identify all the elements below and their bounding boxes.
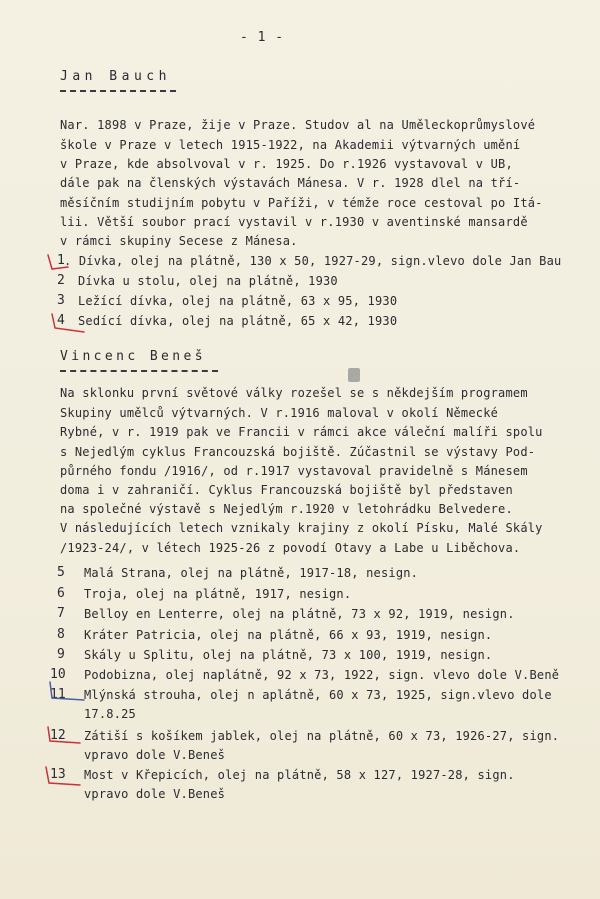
work-entry: Mlýnská strouha, olej n aplátně, 60 x 73, 1925, sign.vlevo dole bbox=[84, 688, 552, 702]
author-heading-benes: Vincenc Beneš bbox=[60, 349, 206, 364]
bio-line: na společné výstavě s Nejedlým r.1920 v letohrádku Belvedere. bbox=[60, 502, 513, 516]
work-number: 1 bbox=[57, 253, 65, 268]
work-entry: Ležící dívka, olej na plátně, 63 x 95, 1930 bbox=[78, 294, 398, 308]
work-number: 11 bbox=[50, 687, 66, 702]
work-number: 4 bbox=[57, 313, 65, 328]
work-number: 12 bbox=[50, 728, 66, 743]
bio-line: s Nejedlým cyklus Francouzská bojiště. Zúčastnil se výstavy Pod- bbox=[60, 445, 536, 459]
work-entry-continuation: 17.8.25 bbox=[84, 707, 136, 721]
blue-check-mark bbox=[40, 680, 88, 708]
work-entry: Podobizna, olej naplátně, 92 x 73, 1922, sign. vlevo dole V.Beně bbox=[84, 668, 560, 682]
bio-line: Na sklonku první světové války rozešel se s někdejším programem bbox=[60, 386, 528, 400]
bio-line: Rybné, v r. 1919 pak ve Francii v rámci akce váleční malíři spolu bbox=[60, 425, 543, 439]
work-number: 5 bbox=[57, 565, 65, 580]
work-entry: Kráter Patricia, olej na plátně, 66 x 93, 1919, nesign. bbox=[84, 628, 493, 642]
work-entry: . Dívka, olej na plátně, 130 x 50, 1927-29, sign.vlevo dole Jan Bau bbox=[64, 254, 562, 268]
work-entry: Dívka u stolu, olej na plátně, 1930 bbox=[78, 274, 338, 288]
bio-line: V následujících letech vznikaly krajiny z okolí Písku, Malé Skály bbox=[60, 521, 543, 535]
work-number: 9 bbox=[57, 647, 65, 662]
page-number: - 1 - bbox=[240, 30, 285, 45]
bio-line: dále pak na členských výstavách Mánesa. V r. 1928 dlel na tří- bbox=[60, 176, 521, 190]
red-check-mark bbox=[38, 310, 88, 336]
bio-line: Nar. 1898 v Praze, žije v Praze. Studov al na Uměleckoprůmyslové bbox=[60, 118, 536, 132]
work-entry: Sedící dívka, olej na plátně, 65 x 42, 1930 bbox=[78, 314, 398, 328]
work-entry: Malá Strana, olej na plátně, 1917-18, nesign. bbox=[84, 566, 419, 580]
work-number: 3 bbox=[57, 293, 65, 308]
work-entry-continuation: vpravo dole V.Beneš bbox=[84, 748, 226, 762]
author-heading-bauch: Jan Bauch bbox=[60, 69, 171, 84]
work-entry: Zátiší s košíkem jablek, olej na plátně, 60 x 73, 1926-27, sign. bbox=[84, 729, 560, 743]
work-number: 6 bbox=[57, 586, 65, 601]
work-number: 2 bbox=[57, 273, 65, 288]
red-check-mark bbox=[40, 765, 86, 791]
red-check-mark bbox=[40, 725, 86, 749]
typed-over-strikeout bbox=[348, 368, 360, 382]
author-underline bbox=[60, 370, 218, 372]
work-entry: Belloy en Lenterre, olej na plátně, 73 x 92, 1919, nesign. bbox=[84, 607, 515, 621]
work-number: 10 bbox=[50, 667, 66, 682]
bio-line: měsíčním studijním pobytu v Paříži, v témže roce cestoval po Itá- bbox=[60, 196, 543, 210]
bio-line: doma i v zahraničí. Cyklus Francouzská bojiště byl představen bbox=[60, 483, 513, 497]
work-number: 8 bbox=[57, 627, 65, 642]
work-entry: Most v Křepicích, olej na plátně, 58 x 127, 1927-28, sign. bbox=[84, 768, 515, 782]
work-entry: Troja, olej na plátně, 1917, nesign. bbox=[84, 587, 352, 601]
bio-line: v rámci skupiny Secese z Mánesa. bbox=[60, 234, 298, 248]
bio-line: půrného fondu /1916/, od r.1917 vystavoval pravidelně s Mánesem bbox=[60, 464, 528, 478]
work-entry-continuation: vpravo dole V.Beneš bbox=[84, 787, 226, 801]
work-entry: Skály u Splitu, olej na plátně, 73 x 100, 1919, nesign. bbox=[84, 648, 493, 662]
bio-line: Skupiny umělců výtvarných. V r.1916 maloval v okolí Německé bbox=[60, 406, 499, 420]
red-check-mark bbox=[42, 252, 72, 274]
work-number: 13 bbox=[50, 767, 66, 782]
bio-line: v Praze, kde absolvoval v r. 1925. Do r.1926 vystavoval v UB, bbox=[60, 157, 513, 171]
work-number: 7 bbox=[57, 606, 65, 621]
bio-line: škole v Praze v letech 1915-1922, na Akademii výtvarných umění bbox=[60, 138, 521, 152]
bio-line: /1923-24/, v létech 1925-26 z povodí Otavy a Labe u Liběchova. bbox=[60, 541, 521, 555]
author-underline bbox=[60, 90, 176, 92]
bio-line: lii. Větší soubor prací vystavil v r.1930 v aventinské mansardě bbox=[60, 215, 528, 229]
